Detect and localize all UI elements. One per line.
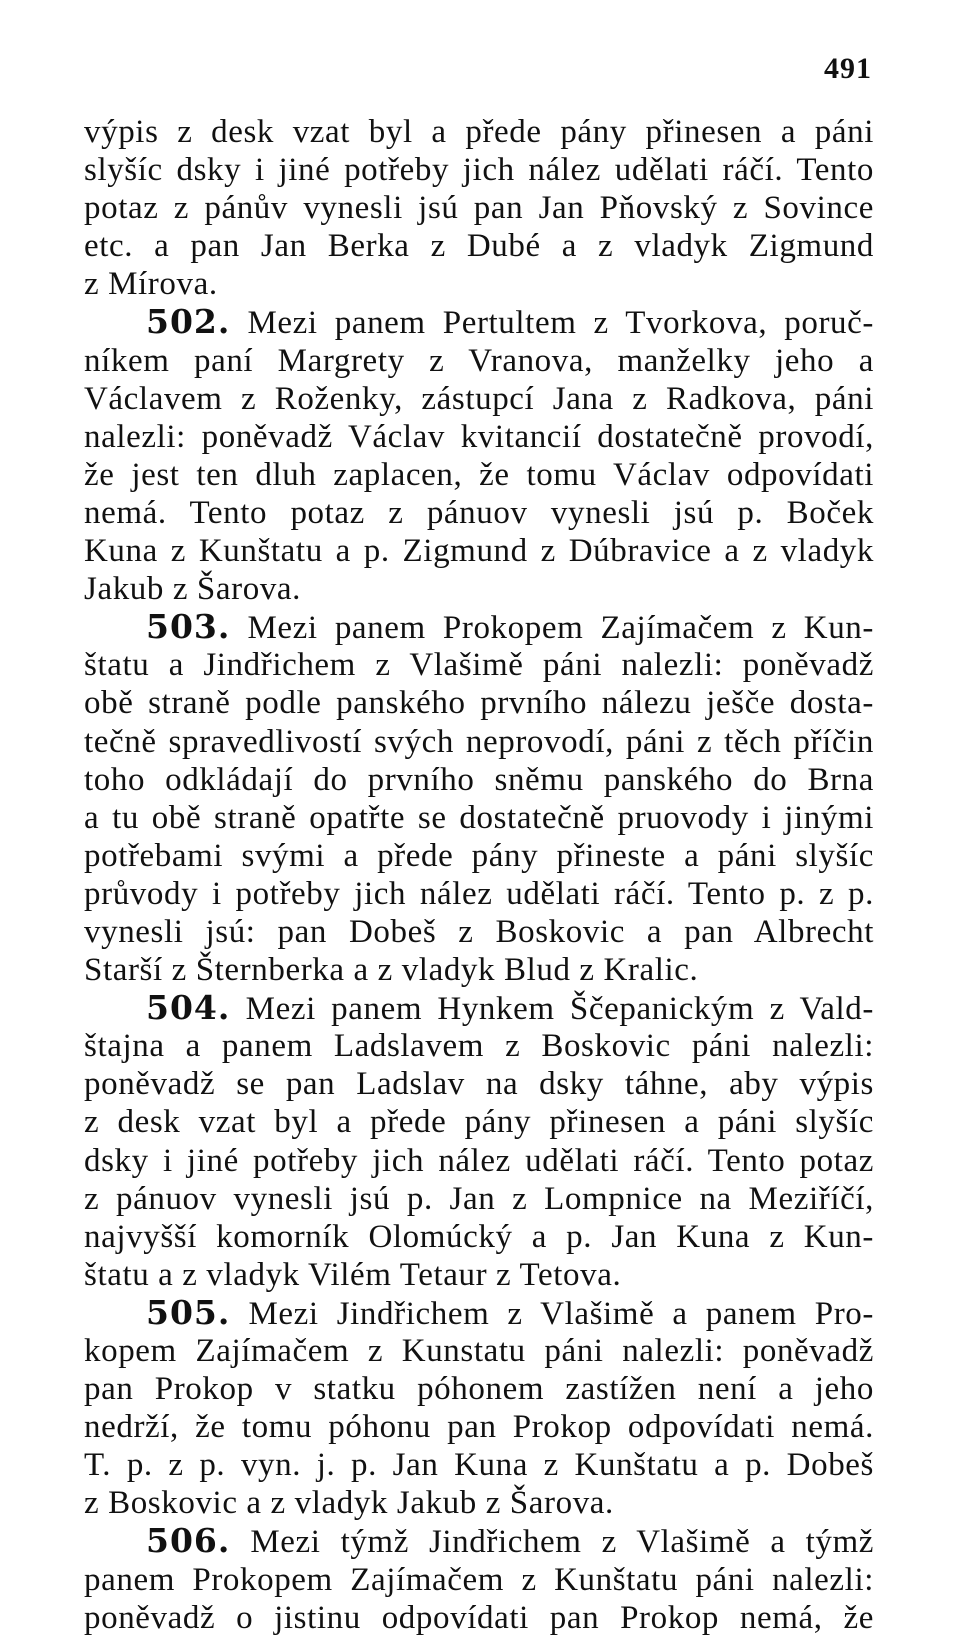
text-line — [84, 1599, 874, 1637]
text-line — [84, 1103, 874, 1141]
text-line — [84, 1218, 874, 1256]
text-line — [84, 342, 874, 380]
text-line — [84, 761, 874, 799]
line-text: T. p. z p. vyn. j. p. Jan Kuna z Kunštatu a p. Dobeš — [84, 1447, 874, 1484]
line-text: nalezli: poněvadž Václav kvitancií dostatečně provodí, — [84, 418, 874, 455]
paragraph-start-line — [84, 989, 874, 1027]
paragraph-number: 506. — [146, 1521, 231, 1561]
body-text — [84, 113, 874, 1637]
line-text: potaz z pánův vynesli jsú pan Jan Pňovský z Sovince — [84, 190, 874, 227]
paragraph-start-line — [84, 303, 874, 341]
line-text: Jakub z Šarova. — [84, 571, 302, 608]
page-number: 491 — [824, 52, 872, 85]
line-text: níkem paní Margrety z Vranova, manželky jeho a — [84, 342, 874, 379]
line-text: Mezi týmž Jindřichem z Vlašimě a týmž — [230, 1524, 874, 1561]
text-line — [84, 1561, 874, 1599]
text-line — [84, 1446, 874, 1484]
line-text: Starší z Šternberka a z vladyk Blud z Kralic. — [84, 952, 699, 989]
line-text: výpis z desk vzat byl a přede pány přinesen a páni — [84, 114, 874, 150]
paragraph-start-line — [84, 1522, 874, 1560]
text-line — [84, 189, 874, 227]
paragraph-start-line — [84, 608, 874, 646]
line-text: Kuna z Kunštatu a p. Zigmund z Dúbravice a z vladyk — [84, 533, 874, 570]
text-line — [84, 799, 874, 837]
line-text: štajna a panem Ladslavem z Boskovic páni nalezli: — [84, 1028, 874, 1065]
text-line — [84, 1332, 874, 1370]
text-line — [84, 1484, 874, 1522]
line-text: Mezi Jindřichem z Vlašimě a panem Pro- — [230, 1295, 874, 1332]
line-text: štatu a Jindřichem z Vlašimě páni nalezli: poněvadž — [84, 647, 874, 684]
text-line — [84, 951, 874, 989]
text-line — [84, 418, 874, 456]
line-text: Václavem z Roženky, zástupcí Jana z Radkova, páni — [84, 380, 874, 417]
line-text: potřebami svými a přede pány přineste a páni slyšíc — [84, 837, 874, 874]
line-text: slyšíc dsky i jiné potřeby jich nález udělati ráčí. Tento — [84, 152, 874, 189]
text-line — [84, 684, 874, 722]
line-text: tečně spravedlivostí svých neprovodí, páni z těch příčin — [84, 723, 874, 760]
text-line — [84, 1408, 874, 1446]
line-text: Mezi panem Hynkem Ščepanickým z Vald- — [230, 991, 874, 1028]
text-line — [84, 875, 874, 913]
line-text: toho odkládají do prvního sněmu panského do Brna — [84, 761, 874, 798]
text-line — [84, 913, 874, 951]
line-text: nemá. Tento potaz z pánuov vynesli jsú p. Boček — [84, 494, 874, 531]
line-text: z Boskovic a z vladyk Jakub z Šarova. — [84, 1485, 614, 1522]
text-line — [84, 1027, 874, 1065]
line-text: pan Prokop v statku póhonem zastížen není a jeho — [84, 1371, 874, 1408]
line-text: poněvadž o jistinu odpovídati pan Prokop nemá, že — [84, 1599, 874, 1636]
line-text: Mezi panem Prokopem Zajímačem z Kun- — [230, 610, 874, 647]
text-line — [84, 1370, 874, 1408]
text-line — [84, 1065, 874, 1103]
text-line — [84, 151, 874, 189]
line-text: z pánuov vynesli jsú p. Jan z Lompnice na Meziříčí, — [84, 1180, 874, 1217]
text-line — [84, 570, 874, 608]
paragraph-number: 505. — [146, 1292, 231, 1332]
line-text: etc. a pan Jan Berka z Dubé a z vladyk Zigmund — [84, 228, 874, 265]
line-text: dsky i jiné potřeby jich nález udělati ráčí. Tento potaz — [84, 1142, 874, 1179]
text-line — [84, 837, 874, 875]
text-line — [84, 380, 874, 418]
line-text: nedrží, že tomu póhonu pan Prokop odpovídati nemá. — [84, 1409, 874, 1446]
line-text: vynesli jsú: pan Dobeš z Boskovic a pan Albrecht — [84, 913, 874, 950]
text-line — [84, 723, 874, 761]
line-text: panem Prokopem Zajímačem z Kunštatu páni nalezli: — [84, 1561, 874, 1598]
line-text: z Mírova. — [84, 266, 218, 303]
line-text: obě straně podle panského prvního nálezu ješče dosta- — [84, 685, 874, 722]
line-text: kopem Zajímačem z Kunstatu páni nalezli: poněvadž — [84, 1333, 874, 1369]
text-line — [84, 1180, 874, 1218]
line-text: z desk vzat byl a přede pány přinesen a páni slyšíc — [84, 1104, 874, 1141]
text-line — [84, 113, 874, 151]
text-line — [84, 532, 874, 570]
text-line — [84, 227, 874, 265]
paragraph-number: 504. — [146, 988, 231, 1028]
line-text: že jest ten dluh zaplacen, že tomu Václav odpovídati — [84, 456, 874, 493]
text-line — [84, 1256, 874, 1294]
text-line — [84, 456, 874, 494]
line-text: průvody i potřeby jich nález udělati ráčí. Tento p. z p. — [84, 875, 874, 912]
paragraph-number: 503. — [146, 607, 231, 647]
paragraph-start-line — [84, 1294, 874, 1332]
line-text: Mezi panem Pertultem z Tvorkova, poruč- — [230, 305, 874, 342]
line-text: najvyšší komorník Olomúcký a p. Jan Kuna z Kun- — [84, 1218, 874, 1255]
paragraph-number: 502. — [146, 302, 231, 342]
text-line — [84, 1142, 874, 1180]
text-line — [84, 494, 874, 532]
text-line — [84, 646, 874, 684]
line-text: a tu obě straně opatřte se dostatečně pruovody i jinými — [84, 799, 874, 836]
line-text: štatu a z vladyk Vilém Tetaur z Tetova. — [84, 1256, 622, 1293]
line-text: poněvadž se pan Ladslav na dsky táhne, aby výpis — [84, 1066, 874, 1103]
text-line — [84, 265, 874, 303]
